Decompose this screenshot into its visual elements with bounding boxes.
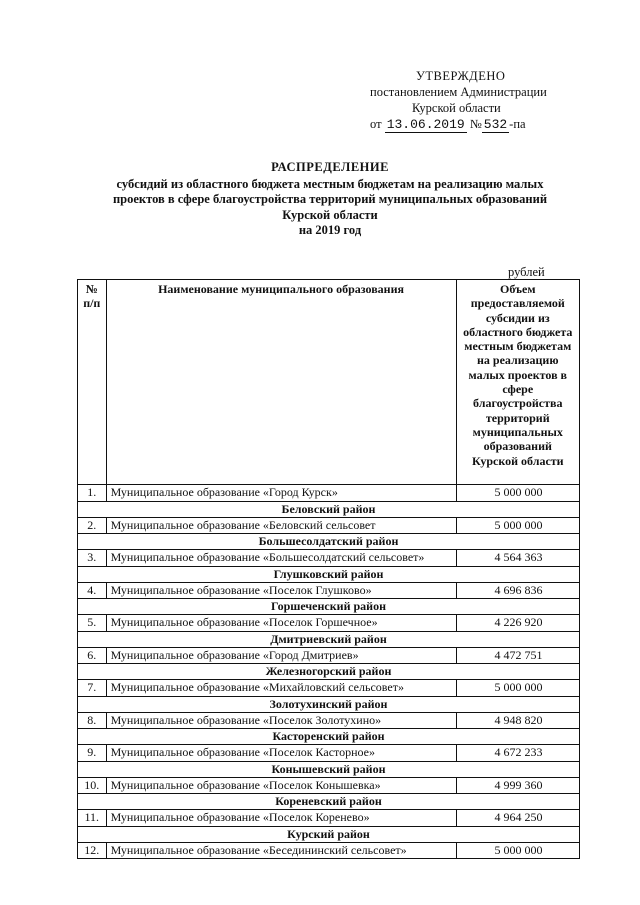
district-label: Конышевский район	[78, 761, 580, 777]
table-row	[78, 517, 580, 534]
district-row	[78, 761, 580, 777]
district-label: Железногорский район	[78, 664, 580, 680]
table-row	[78, 647, 580, 664]
row-name: Муниципальное образование «Поселок Коренево»	[106, 810, 456, 827]
approval-stamp	[370, 68, 590, 133]
district-row	[78, 599, 580, 615]
approval-region: Курской области	[412, 101, 501, 115]
table-row	[78, 680, 580, 697]
district-row	[78, 664, 580, 680]
row-value: 5 000 000	[456, 680, 579, 697]
row-name: Муниципальное образование «Поселок Конышевка»	[106, 777, 456, 794]
table-header-row	[78, 280, 580, 485]
district-label: Беловский район	[78, 501, 580, 517]
district-label: Кореневский район	[78, 794, 580, 810]
row-value: 4 564 363	[456, 550, 579, 567]
title-line-5: на 2019 год	[298, 223, 362, 237]
table-row	[78, 745, 580, 762]
subsidy-table	[77, 279, 580, 859]
district-label: Дмитриевский район	[78, 631, 580, 647]
number-prefix: №	[469, 117, 482, 131]
approval-number: 532	[483, 117, 508, 132]
table-row	[78, 550, 580, 567]
row-number: 12.	[78, 842, 107, 859]
row-number: 4.	[78, 582, 107, 599]
row-name: Муниципальное образование «Михайловский сельсовет»	[106, 680, 456, 697]
header-num: № п/п	[78, 280, 107, 485]
row-value: 4 948 820	[456, 712, 579, 729]
approval-date-line	[370, 116, 590, 133]
table-row	[78, 582, 580, 599]
district-label: Золотухинский район	[78, 696, 580, 712]
row-number: 10.	[78, 777, 107, 794]
number-suffix: -па	[509, 117, 526, 131]
row-name: Муниципальное образование «Беловский сельсовет	[106, 517, 456, 534]
row-value: 5 000 000	[456, 517, 579, 534]
row-value: 4 226 920	[456, 615, 579, 632]
row-number: 2.	[78, 517, 107, 534]
district-label: Глушковский район	[78, 566, 580, 582]
title-line-1: РАСПРЕДЕЛЕНИЕ	[271, 160, 389, 174]
row-value: 4 964 250	[456, 810, 579, 827]
district-row	[78, 729, 580, 745]
title-line-3: проектов в сфере благоустройства территорий муниципальных образований	[112, 192, 548, 206]
row-name: Муниципальное образование «Большесолдатский сельсовет»	[106, 550, 456, 567]
row-number: 5.	[78, 615, 107, 632]
district-row	[78, 566, 580, 582]
row-number: 1.	[78, 485, 107, 502]
row-name: Муниципальное образование «Поселок Горшечное»	[106, 615, 456, 632]
district-label: Горшеченский район	[78, 599, 580, 615]
district-label: Касторенский район	[78, 729, 580, 745]
row-name: Муниципальное образование «Беседининский сельсовет»	[106, 842, 456, 859]
table-row	[78, 842, 580, 859]
row-value: 5 000 000	[456, 842, 579, 859]
table-row	[78, 615, 580, 632]
district-row	[78, 631, 580, 647]
row-name: Муниципальное образование «Поселок Глушково»	[106, 582, 456, 599]
approval-date: 13.06.2019	[386, 117, 465, 132]
row-number: 3.	[78, 550, 107, 567]
district-label: Большесолдатский район	[78, 534, 580, 550]
row-name: Муниципальное образование «Поселок Золотухино»	[106, 712, 456, 729]
district-row	[78, 794, 580, 810]
approval-heading: УТВЕРЖДЕНО	[416, 69, 506, 83]
row-number: 6.	[78, 647, 107, 664]
row-number: 8.	[78, 712, 107, 729]
row-value: 4 696 836	[456, 582, 579, 599]
table-body	[78, 485, 580, 859]
document-title	[90, 160, 570, 239]
table-row	[78, 712, 580, 729]
approval-resolution: постановлением Администрации	[370, 85, 547, 99]
row-name: Муниципальное образование «Поселок Касторное»	[106, 745, 456, 762]
title-line-4: Курской области	[282, 207, 378, 222]
district-row	[78, 696, 580, 712]
row-name: Муниципальное образование «Город Курск»	[106, 485, 456, 502]
row-value: 4 999 360	[456, 777, 579, 794]
units-label: рублей	[508, 265, 545, 279]
table-row	[78, 777, 580, 794]
district-row	[78, 534, 580, 550]
row-value: 4 472 751	[456, 647, 579, 664]
header-volume: Объем предоставляемой субсидии из областного бюджета местным бюджетам на реализацию малых проектов в сфере благоустройства территорий муниципальных образований Курской области	[456, 280, 579, 485]
table-row	[78, 810, 580, 827]
row-value: 4 672 233	[456, 745, 579, 762]
row-name: Муниципальное образование «Город Дмитриев»	[106, 647, 456, 664]
district-label: Курский район	[78, 826, 580, 842]
row-number: 7.	[78, 680, 107, 697]
header-name: Наименование муниципального образования	[106, 280, 456, 485]
table-row	[78, 485, 580, 502]
district-row	[78, 501, 580, 517]
district-row	[78, 826, 580, 842]
row-number: 11.	[78, 810, 107, 827]
date-prefix: от	[370, 117, 382, 131]
row-number: 9.	[78, 745, 107, 762]
title-line-2: субсидий из областного бюджета местным бюджетам на реализацию малых	[116, 176, 544, 191]
row-value: 5 000 000	[456, 485, 579, 502]
